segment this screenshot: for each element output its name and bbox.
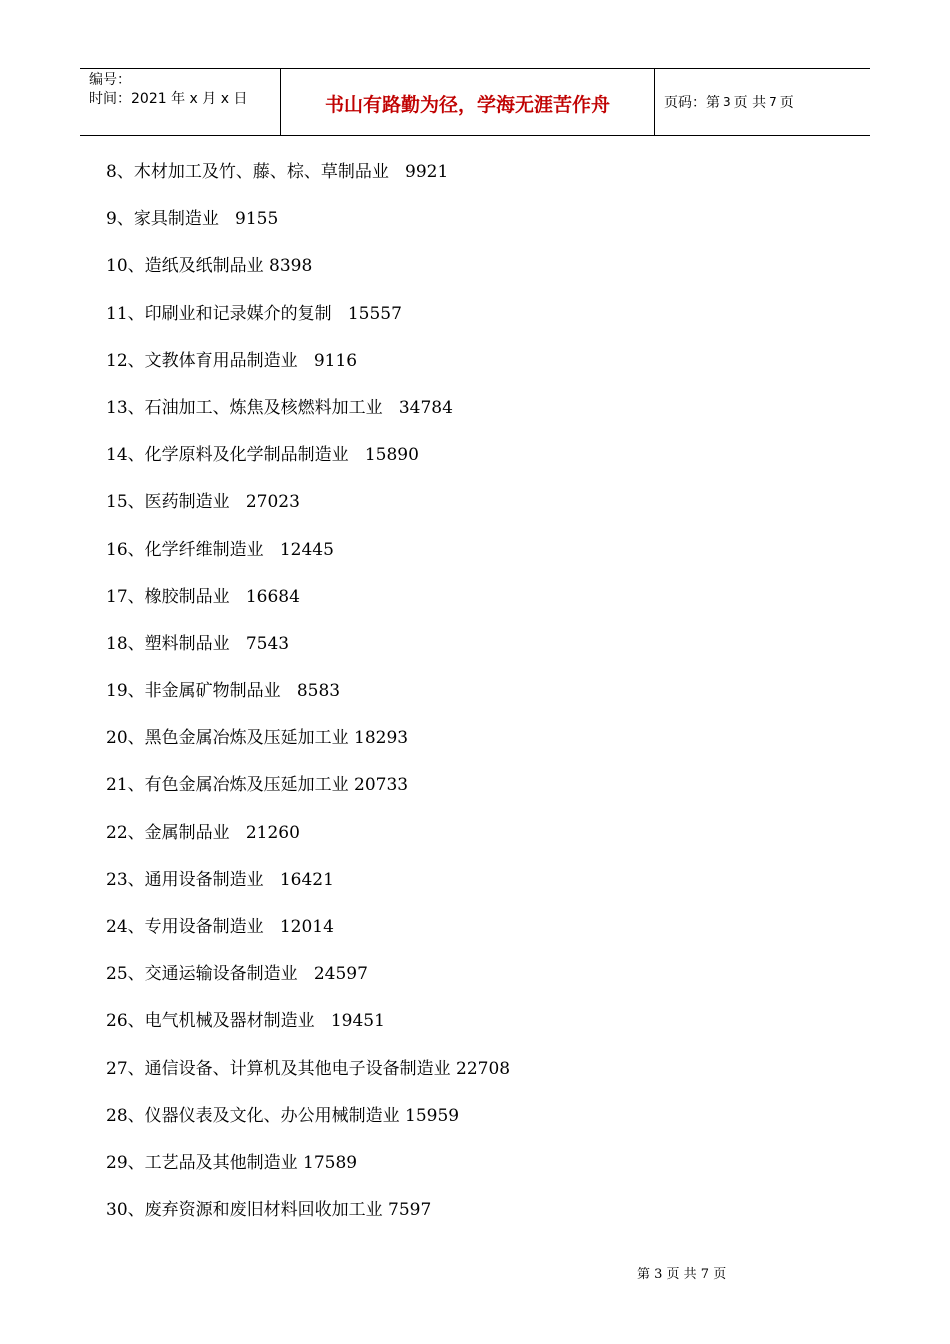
- list-item: 8、木材加工及竹、藤、棕、草制品业 9921: [106, 162, 449, 182]
- list-item: 14、化学原料及化学制品制造业 15890: [106, 445, 419, 466]
- list-item: 10、造纸及纸制品业 8398: [106, 256, 313, 277]
- list-item: 15、医药制造业 27023: [106, 492, 300, 513]
- list-item: 9、家具制造业 9155: [106, 209, 279, 230]
- list-item: 21、有色金属冶炼及压延加工业 20733: [106, 775, 409, 796]
- list-item: 26、电气机械及器材制造业 19451: [106, 1011, 385, 1032]
- list-item: 28、仪器仪表及文化、办公用械制造业 15959: [106, 1105, 460, 1126]
- document-date: 时间：2021 年 x 月 x 日: [89, 91, 248, 107]
- list-item: 13、石油加工、炼焦及核燃料加工业 34784: [106, 397, 453, 418]
- list-item: 18、塑料制品业 7543: [106, 633, 290, 654]
- industry-list: [106, 160, 510, 1245]
- list-item: 12、文教体育用品制造业 9116: [106, 350, 358, 371]
- list-item: 16、化学纤维制造业 12445: [106, 539, 334, 560]
- header-motto: 书山有路勤为径，学海无涯苦作舟: [281, 69, 655, 135]
- page-header: [80, 68, 870, 136]
- header-meta: [80, 69, 281, 135]
- list-item: 17、橡胶制品业 16684: [106, 586, 300, 607]
- list-item: 20、黑色金属冶炼及压延加工业 18293: [106, 728, 409, 749]
- page-current: 3: [723, 95, 731, 109]
- list-item: 29、工艺品及其他制造业 17589: [106, 1152, 358, 1173]
- page-middle: 页 共: [733, 95, 767, 111]
- page-footer: 第 3 页 共 7 页: [637, 1267, 727, 1282]
- list-item: 22、金属制品业 21260: [106, 822, 300, 843]
- page-total: 7: [769, 95, 777, 109]
- list-item: 27、通信设备、计算机及其他电子设备制造业 22708: [106, 1058, 511, 1079]
- list-item: 11、印刷业和记录媒介的复制 15557: [106, 303, 402, 324]
- header-page-indicator: [655, 69, 870, 135]
- page-prefix: 页码：第: [664, 95, 720, 111]
- list-item: 25、交通运输设备制造业 24597: [106, 964, 368, 985]
- list-item: 19、非金属矿物制品业 8583: [106, 681, 341, 702]
- list-item: 30、废弃资源和废旧材料回收加工业 7597: [106, 1200, 432, 1221]
- list-item: 24、专用设备制造业 12014: [106, 917, 334, 937]
- list-item: 23、通用设备制造业 16421: [106, 869, 334, 890]
- page-suffix: 页: [779, 95, 794, 111]
- document-number-label: 编号：: [89, 72, 131, 88]
